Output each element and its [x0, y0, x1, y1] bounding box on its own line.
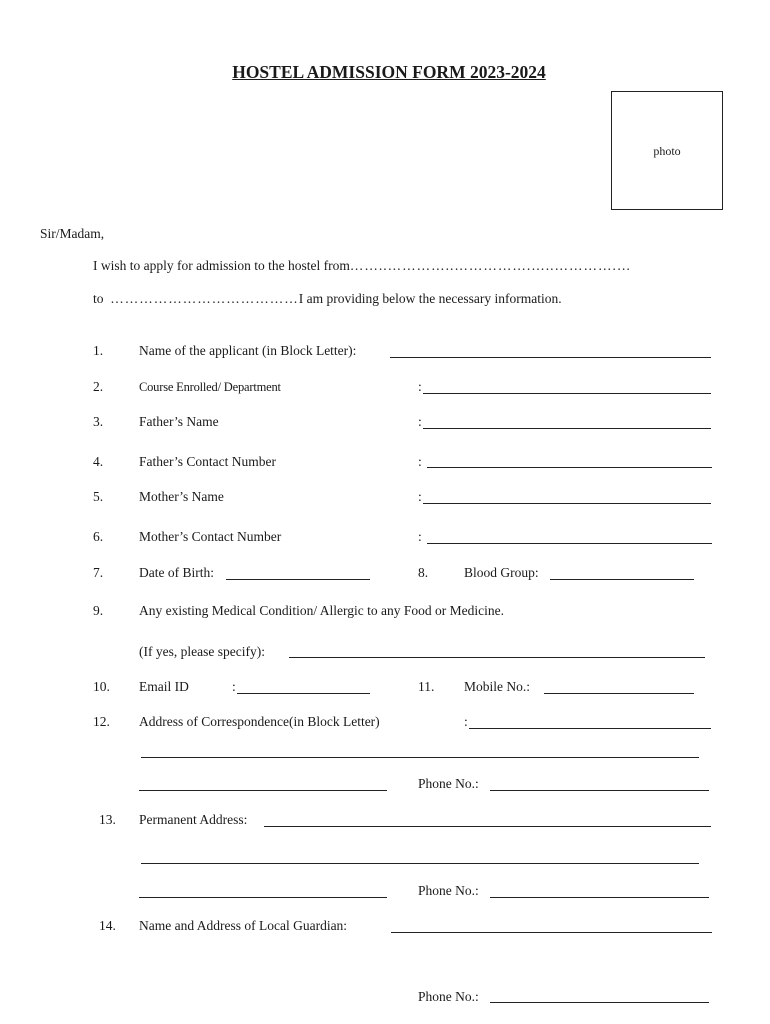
intro-line-1: I wish to apply for admission to the hostel from……..…………..…………….…..………….… — [93, 258, 632, 273]
correspondence-phone-field[interactable] — [490, 790, 709, 791]
field-13-number: 13. — [99, 812, 116, 827]
field-14-number: 14. — [99, 918, 116, 933]
field-10-label: Email ID — [139, 679, 189, 694]
intro-line-2: to …………………………………I am providing below the necessary information. — [93, 291, 562, 306]
mothers-name-field[interactable] — [423, 503, 711, 504]
field-11-label: Mobile No.: — [464, 679, 530, 694]
field-3-label: Father’s Name — [139, 414, 219, 429]
local-guardian-field[interactable] — [391, 932, 712, 933]
permanent-address-line-3[interactable] — [139, 897, 387, 898]
field-6-label: Mother’s Contact Number — [139, 529, 282, 544]
field-8-label: Blood Group: — [464, 565, 539, 580]
field-13-phone-label: Phone No.: — [418, 883, 479, 898]
field-11-number: 11. — [418, 679, 435, 694]
correspondence-address-line-2[interactable] — [141, 757, 699, 758]
field-14-phone-label: Phone No.: — [418, 989, 479, 1004]
field-5-label: Mother’s Name — [139, 489, 224, 504]
field-5-colon: : — [418, 489, 422, 504]
permanent-address-line-1[interactable] — [264, 826, 711, 827]
fathers-name-field[interactable] — [423, 428, 711, 429]
field-7-number: 7. — [93, 565, 104, 580]
field-2-label: Course Enrolled/ Department — [139, 380, 281, 394]
field-4-label: Father’s Contact Number — [139, 454, 276, 469]
field-9-sub-label: (If yes, please specify): — [139, 644, 265, 659]
field-13-label: Permanent Address: — [139, 812, 248, 827]
intro-dots-2: ………………………………… — [110, 291, 299, 306]
course-department-field[interactable] — [423, 393, 711, 394]
photo-box[interactable] — [611, 91, 723, 210]
salutation: Sir/Madam, — [40, 226, 105, 241]
medical-condition-field[interactable] — [289, 657, 705, 658]
field-1-number: 1. — [93, 343, 104, 358]
field-6-colon: : — [418, 529, 422, 544]
email-field[interactable] — [237, 693, 370, 694]
field-10-colon: : — [232, 679, 236, 694]
field-3-number: 3. — [93, 414, 104, 429]
field-14-label: Name and Address of Local Guardian: — [139, 918, 348, 933]
blood-group-field[interactable] — [550, 579, 694, 580]
field-4-number: 4. — [93, 454, 104, 469]
applicant-name-field[interactable] — [390, 357, 711, 358]
correspondence-address-line-1[interactable] — [469, 728, 711, 729]
field-4-colon: : — [418, 454, 422, 469]
field-12-colon: : — [464, 714, 468, 729]
fathers-contact-field[interactable] — [427, 467, 712, 468]
field-3-colon: : — [418, 414, 422, 429]
field-12-phone-label: Phone No.: — [418, 776, 479, 791]
field-12-number: 12. — [93, 714, 110, 729]
field-10-number: 10. — [93, 679, 110, 694]
field-9-number: 9. — [93, 603, 104, 618]
mobile-number-field[interactable] — [544, 693, 694, 694]
photo-label: photo — [653, 144, 681, 158]
field-2-colon: : — [418, 379, 422, 394]
field-6-number: 6. — [93, 529, 104, 544]
field-9-label: Any existing Medical Condition/ Allergic to any Food or Medicine. — [139, 603, 504, 618]
field-2-number: 2. — [93, 379, 104, 394]
field-1-label: Name of the applicant (in Block Letter): — [139, 343, 357, 358]
intro-dots-1: ……..…………..…………….…..………….… — [349, 258, 632, 273]
date-of-birth-field[interactable] — [226, 579, 370, 580]
field-7-label: Date of Birth: — [139, 565, 214, 580]
permanent-phone-field[interactable] — [490, 897, 709, 898]
field-8-number: 8. — [418, 565, 429, 580]
field-5-number: 5. — [93, 489, 104, 504]
form-title: HOSTEL ADMISSION FORM 2023-2024 — [232, 62, 546, 82]
correspondence-address-line-3[interactable] — [139, 790, 387, 791]
permanent-address-line-2[interactable] — [141, 863, 699, 864]
guardian-phone-field[interactable] — [490, 1002, 709, 1003]
mothers-contact-field[interactable] — [427, 543, 712, 544]
field-12-label: Address of Correspondence(in Block Letter) — [139, 714, 380, 729]
